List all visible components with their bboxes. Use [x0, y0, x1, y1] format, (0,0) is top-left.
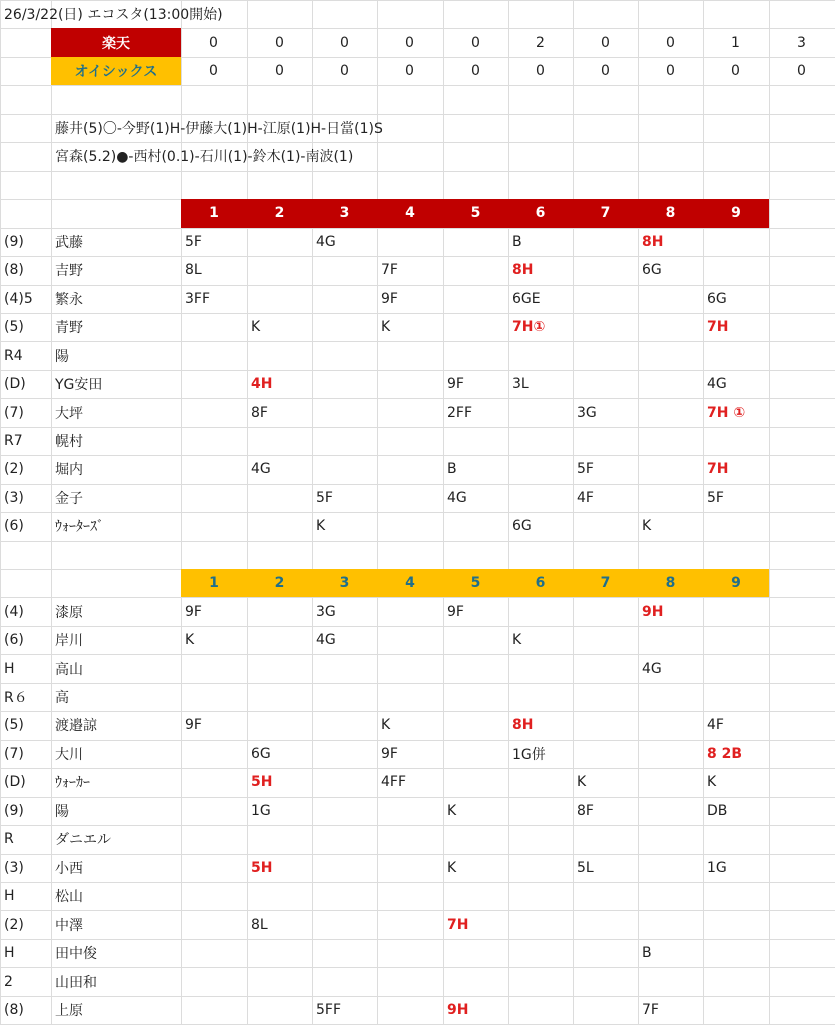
batter-name: 漆原 [55, 604, 83, 621]
batter-name: 金子 [55, 490, 83, 507]
at-bat-result: 9F [447, 603, 464, 620]
at-bat-result: 8L [251, 916, 268, 933]
batter-position: (D) [4, 376, 26, 393]
inning-header: 7 [573, 569, 638, 597]
at-bat-result: 4H [251, 376, 273, 393]
batter-name: 中澤 [55, 917, 83, 934]
batter-name: 山田和 [55, 974, 97, 991]
linescore-score: 0 [340, 63, 349, 80]
batter-name: 田中俊 [55, 946, 97, 963]
linescore-score: 0 [405, 63, 414, 80]
at-bat-result: 7H [707, 319, 729, 336]
inning-header: 5 [443, 569, 508, 597]
at-bat-result: K [512, 632, 522, 649]
at-bat-result: 5F [185, 233, 202, 250]
batter-position: (5) [4, 717, 24, 734]
inning-header: 8 [638, 199, 703, 227]
at-bat-result: 7H ① [707, 404, 746, 421]
linescore-score: 0 [340, 34, 349, 51]
linescore-score: 0 [797, 63, 806, 80]
inning-header: 7 [573, 199, 638, 227]
at-bat-result: 1G [251, 802, 271, 819]
at-bat-result: 9H [447, 1001, 469, 1018]
linescore-score: 0 [536, 63, 545, 80]
at-bat-result: 5F [707, 489, 724, 506]
inning-header: 3 [312, 569, 377, 597]
at-bat-result: 7F [642, 1001, 659, 1018]
at-bat-result: 4F [707, 717, 724, 734]
linescore-score: 0 [209, 63, 218, 80]
batter-name: ｳｫｰﾀｰｽﾞ [55, 519, 104, 536]
game-header: 26/3/22(日) エコスタ(13:00開始) [4, 7, 223, 24]
at-bat-result: K [707, 774, 717, 791]
at-bat-result: 4G [642, 660, 662, 677]
at-bat-result: K [642, 518, 652, 535]
batter-name: 青野 [55, 320, 83, 337]
linescore-score: 0 [405, 34, 414, 51]
batter-position: (7) [4, 745, 24, 762]
inning-header: 6 [508, 569, 573, 597]
at-bat-result: K [447, 859, 457, 876]
at-bat-result: K [185, 632, 195, 649]
batter-position: R7 [4, 432, 23, 449]
at-bat-result: 4G [251, 461, 271, 478]
pitcher-line: 宮森(5.2)●-西村(0.1)-石川(1)-鈴木(1)-南波(1) [55, 149, 354, 166]
at-bat-result: 9H [642, 603, 664, 620]
grid-line-horizontal [0, 85, 835, 86]
batter-position: (6) [4, 632, 24, 649]
linescore-score: 1 [731, 34, 740, 51]
inning-header: 3 [312, 199, 377, 227]
at-bat-result: B [642, 945, 652, 962]
inning-header: 2 [247, 569, 312, 597]
at-bat-result: 8L [185, 262, 202, 279]
at-bat-result: 4F [577, 489, 594, 506]
batter-position: 2 [4, 973, 13, 990]
linescore-score: 3 [797, 34, 806, 51]
inning-header: 9 [703, 569, 769, 597]
inning-header: 9 [703, 199, 769, 227]
batter-position: (8) [4, 1001, 24, 1018]
at-bat-result: 4G [316, 233, 336, 250]
batter-name: 松山 [55, 889, 83, 906]
batter-name: 小西 [55, 860, 83, 877]
at-bat-result: 5L [577, 859, 594, 876]
at-bat-result: B [447, 461, 457, 478]
at-bat-result: 9F [381, 745, 398, 762]
batter-name: 陽 [55, 348, 69, 365]
batter-name: 吉野 [55, 263, 83, 280]
at-bat-result: 9F [381, 290, 398, 307]
batter-name: 幌村 [55, 433, 83, 450]
at-bat-result: 9F [447, 376, 464, 393]
batter-name: 大川 [55, 746, 83, 763]
batter-position: (2) [4, 461, 24, 478]
batter-position: (9) [4, 802, 24, 819]
at-bat-result: 9F [185, 603, 202, 620]
at-bat-result: 8H [642, 233, 664, 250]
batter-position: (7) [4, 404, 24, 421]
batter-position: (2) [4, 916, 24, 933]
linescore-score: 0 [471, 34, 480, 51]
batter-name: 高 [55, 690, 69, 707]
at-bat-result: 5F [316, 489, 333, 506]
at-bat-result: K [447, 802, 457, 819]
linescore-score: 0 [471, 63, 480, 80]
linescore-score: 0 [209, 34, 218, 51]
batter-position: R4 [4, 347, 23, 364]
at-bat-result: K [316, 518, 326, 535]
batter-position: (D) [4, 774, 26, 791]
inning-header: 6 [508, 199, 573, 227]
at-bat-result: 3L [512, 376, 529, 393]
linescore-score: 2 [536, 34, 545, 51]
batter-name: 繁永 [55, 291, 83, 308]
linescore-score: 0 [731, 63, 740, 80]
inning-header: 4 [377, 199, 443, 227]
at-bat-result: 3G [316, 603, 336, 620]
batter-position: H [4, 945, 15, 962]
at-bat-result: 6GE [512, 290, 541, 307]
linescore-score: 0 [666, 34, 675, 51]
linescore-team-name: 楽天 [51, 28, 181, 56]
batter-position: (3) [4, 859, 24, 876]
linescore-score: 0 [666, 63, 675, 80]
batter-position: (4)5 [4, 290, 33, 307]
batter-position: R [4, 831, 14, 848]
grid-line-horizontal [0, 541, 835, 542]
at-bat-result: K [381, 717, 391, 734]
at-bat-result: 8H [512, 262, 534, 279]
at-bat-result: 1G [707, 859, 727, 876]
batter-position: (6) [4, 518, 24, 535]
at-bat-result: 7H① [512, 319, 546, 336]
batter-name: 高山 [55, 661, 83, 678]
at-bat-result: 3G [577, 404, 597, 421]
at-bat-result: 8F [577, 802, 594, 819]
inning-header: 2 [247, 199, 312, 227]
at-bat-result: 4G [447, 489, 467, 506]
at-bat-result: 8H [512, 717, 534, 734]
batter-position: (8) [4, 262, 24, 279]
inning-header: 8 [638, 569, 703, 597]
at-bat-result: 4G [316, 632, 336, 649]
pitcher-line: 藤井(5)〇-今野(1)H-伊藤大(1)H-江原(1)H-日當(1)S [55, 121, 383, 138]
at-bat-result: 2FF [447, 404, 473, 421]
grid-line-horizontal [0, 171, 835, 172]
at-bat-result: DB [707, 802, 728, 819]
at-bat-result: 4FF [381, 774, 407, 791]
batter-position: (3) [4, 489, 24, 506]
batter-name: 堀内 [55, 462, 83, 479]
at-bat-result: K [577, 774, 587, 791]
batter-name: 武藤 [55, 234, 83, 251]
at-bat-result: 6G [642, 262, 662, 279]
at-bat-result: 6G [251, 745, 271, 762]
at-bat-result: 9F [185, 717, 202, 734]
at-bat-result: 8 2B [707, 745, 743, 762]
at-bat-result: 3FF [185, 290, 211, 307]
linescore-score: 0 [601, 63, 610, 80]
linescore-score: 0 [275, 34, 284, 51]
batter-name: 上原 [55, 1002, 83, 1019]
linescore-team-name: オイシックス [51, 57, 181, 85]
inning-header: 5 [443, 199, 508, 227]
batter-name: ｳｫｰｶｰ [55, 775, 90, 792]
at-bat-result: 7H [707, 461, 729, 478]
at-bat-result: 5H [251, 859, 273, 876]
at-bat-result: 4G [707, 376, 727, 393]
at-bat-result: 6G [512, 518, 532, 535]
at-bat-result: 1G併 [512, 746, 546, 763]
batter-position: (4) [4, 603, 24, 620]
inning-header: 1 [181, 569, 247, 597]
at-bat-result: 5FF [316, 1001, 342, 1018]
at-bat-result: 7F [381, 262, 398, 279]
batter-position: R６ [4, 690, 28, 707]
linescore-score: 0 [275, 63, 284, 80]
at-bat-result: 8F [251, 404, 268, 421]
batter-position: H [4, 888, 15, 905]
inning-header: 1 [181, 199, 247, 227]
batter-position: (9) [4, 233, 24, 250]
at-bat-result: B [512, 233, 522, 250]
at-bat-result: K [381, 319, 391, 336]
at-bat-result: 5H [251, 774, 273, 791]
at-bat-result: 5F [577, 461, 594, 478]
batter-name: 陽 [55, 803, 69, 820]
batter-position: (5) [4, 319, 24, 336]
batter-name: 大坪 [55, 405, 83, 422]
inning-header: 4 [377, 569, 443, 597]
batter-name: 岸川 [55, 633, 83, 650]
at-bat-result: 6G [707, 290, 727, 307]
at-bat-result: K [251, 319, 261, 336]
batter-name: 渡邉諒 [55, 718, 97, 735]
batter-name: YG安田 [55, 377, 103, 394]
at-bat-result: 7H [447, 916, 469, 933]
batter-name: ダニエル [55, 832, 111, 849]
linescore-score: 0 [601, 34, 610, 51]
batter-position: H [4, 660, 15, 677]
